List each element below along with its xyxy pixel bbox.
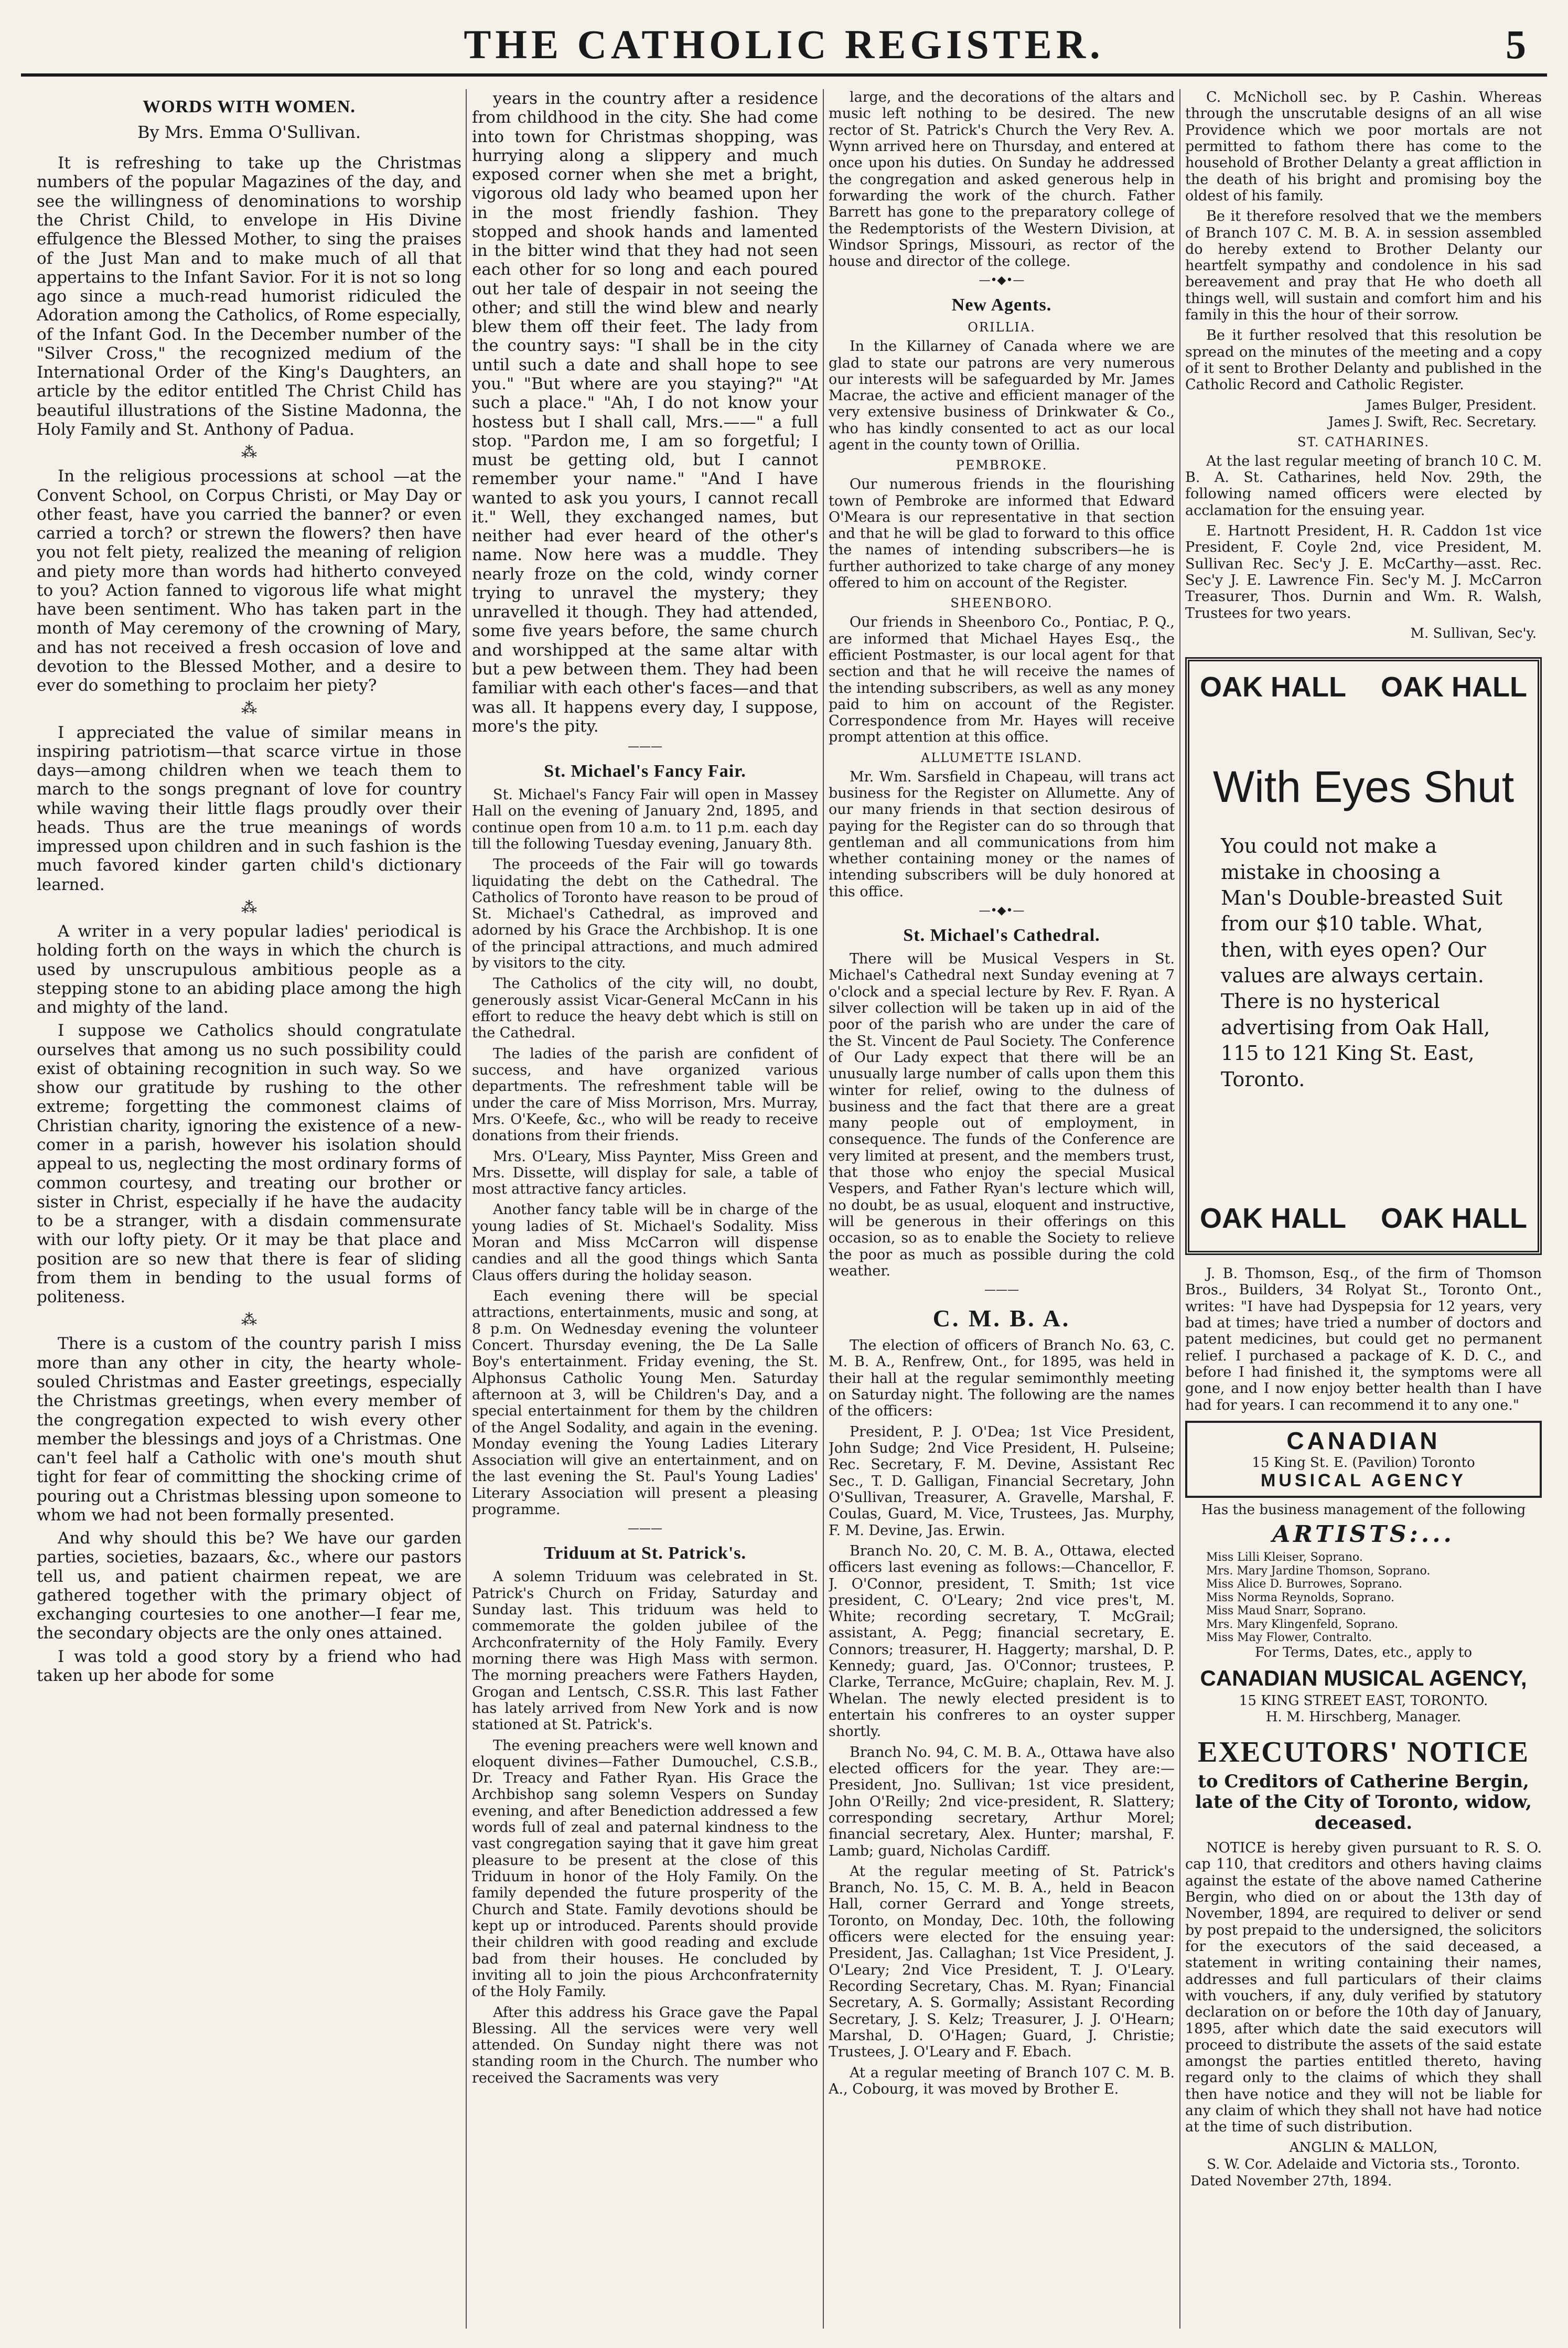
notice-title: EXECUTORS' NOTICE [1197,1735,1529,1768]
paragraph: In the Killarney of Canada where we are glad to state our patrons are very numerous our interests will be safeguarded by Mr. James Macrae, the active and efficient manager of the very extensive business of Drinkwater & Co., who has kindly consented to act as our local agent in the county town of Orillia. [829,338,1175,454]
paragraph: Each evening there will be special attractions, entertainments, music and song, at 8 p.m. On Wednesday evening the volunteer Concert. Thursday evening, the De La Salle Boy's entertainment. Friday evening, the St. Alphonsus Catholic Young Men. Saturday afternoon at 3, will be Children's Day, and a special entertainment for them by the children of the Angel Sodality, and again in the evening. Monday evening the Young Ladies Literary Association will give an entertainment, and on the last evening the St. Paul's Young Ladies' Literary Association will present a pleasing programme. [472,1288,818,1518]
paragraph: C. McNicholl sec. by P. Cashin. Whereas through the unscrutable designs of an all wise Providence which we poor mortals are not permitted to fathom there has come to the household of Brother Delanty a great affliction in the death of his bright and promising boy the oldest of his family. [1185,89,1542,204]
artists-heading: ARTISTS:... [1272,1520,1455,1548]
paragraph: years in the country after a residence from childhood in the city. She had come into town for Christmas shopping, was hurrying along a slippery and much exposed corner when she met a bright, vigorous old lady who beamed upon her in the most friendly fashion. They stopped and shook hands and lamented in the bitter wind that they had not seen each other for so long and each poured out her tale of despair in not seeing the other; and still the wind blew and nearly blew them off their feet. The lady from the country says: "I shall be in the city until such a date and shall hope to see you." "But where are you staying?" "At such a place." "Ah, I do not know your hostess but I shall call, Mrs.——" a full stop. "Pardon me, I am so forgetful; I must be getting old, but I cannot remember your name." "And I have wanted to ask you yours, I cannot recall it." Well, they exchanged names, but neither had ever heard of the other's name. Now here was a muddle. They nearly froze on the cold, windy corner trying to unravel the mystery; they unravelled it though. They had attended, some five years before, the same church and worshipped at the same altar with but a pew between them. They had been familiar with each other's faces—and that was all. It happens every day, I suppose, more's the pity. [472,89,818,736]
signature: M. Sullivan, Sec'y. [1410,625,1537,641]
paragraph: Our friends in Sheenboro Co., Pontiac, P. Q., are informed that Michael Hayes Esq., the efficient Postmaster, is our local agent for that section and that he will receive the names of the intending subscribers, as well as any money paid to him on account of the Register. Correspondence from Mr. Hayes will receive prompt attention at this office. [829,614,1175,746]
article-heading: St. Michael's Cathedral. [903,925,1100,945]
artist-entry: Miss Maud Snarr, Soprano. [1206,1604,1367,1618]
paragraph: A solemn Triduum was celebrated in St. Patrick's Church on Friday, Saturday and Sunday last. This triduum was held to commemorate the golden jubilee of the Archconfraternity of the Holy Family. Every morning there was High Mass with sermon. The morning preachers were Fathers Hayden, Grogan and Lentsch, C.SS.R. This last Father has lately arrived from New York and is now stationed at St. Patrick's. [472,1569,818,1733]
artist-entry: Miss Norma Reynolds, Soprano. [1206,1591,1394,1604]
masthead [21,16,1547,73]
column-divider [823,89,824,2329]
article-heading: St. Michael's Fancy Fair. [544,761,746,781]
ad-headline: With Eyes Shut [1212,762,1515,811]
byline: By Mrs. Emma O'Sullivan. [137,122,361,142]
column-divider [1179,89,1180,2329]
paragraph: At a regular meeting of Branch 107 C. M. B. A., Cobourg, it was moved by Brother E. [829,2064,1175,2097]
paragraph: Branch No. 94, C. M. B. A., Ottawa have also elected officers for the year. They are:—President, Jno. Sullivan; 1st vice president, John O'Reilly; 2nd vice-president, R. Slattery; corresponding secretary, Arthur Morel; financial secretary, Alex. Hunter; marshal, F. Lamb; guard, Nicholas Cardiff. [829,1744,1175,1859]
paragraph: There is a custom of the country parish I miss more than any other in city, the hearty whole-souled Christmas and Easter greetings, especially the Christmas greetings, when every member of the congregation expected to wish every other member the blessings and joys of a Christmas. One can't feel half a Catholic with one's mouth shut tight for fear of committing the shocking crime of pouring out a Christmas blessing upon someone to whom we had not been formally presented. [37,1334,461,1525]
column-1 [37,89,461,2329]
agency-intro: Has the business management of the following [1201,1502,1526,1518]
notice-subtitle: to Creditors of Catherine Bergin, late of the City of Toronto, widow, deceased. [1195,1771,1532,1834]
agency-address: 15 King St. E. (Pavilion) Toronto [1252,1455,1475,1471]
artist-entry: Miss May Flower, Contralto. [1206,1631,1372,1645]
signature: James J. Swift, Rec. Secretary. [1328,414,1537,430]
section-rule: ——— [628,1522,662,1536]
asterism: ⁂ [241,699,257,718]
paragraph: I suppose we Catholics should congratulate ourselves that among us no such possibility could exist of obtaining recognition in such way. So we show our gratitude by rushing to the other extreme; forgetting the commonest claims of Christian charity, ignoring the existence of a new-comer in a parish, however his isolation should appeal to us, neglecting the most ordinary forms of common courtesy, and treating our brother or sister in Christ, especially if he have the audacity to be a stranger, with a disdain commensurate with our lofty piety. Or it may be that place and position are so new that there is fear of sliding from them in bending to the usual forms of politeness. [37,1021,461,1307]
section-rule: ——— [628,740,662,754]
oak-hall-footer [1200,1202,1527,1235]
paragraph: The Catholics of the city will, no doubt, generously assist Vicar-General McCann in his effort to reduce the heavy debt which is still on the Cathedral. [472,975,818,1042]
paragraph: large, and the decorations of the altars and music left nothing to be desired. The new rector of St. Patrick's Church the Very Rev. A. Wynn arrived here on Thursday, and entered at once upon his duties. On Sunday he addressed the congregation and asked generous help in forwarding the work of the church. Father Barrett has gone to the preparatory college of the Redemptorists of the Western Division, at Windsor Springs, Missouri, as rector of the house and director of the college. [829,89,1175,270]
ad-body: You could not make a mistake in choosing a Man's Double-breasted Suit from our $10 table. What, then, with eyes open? Our values are always certain. There is no hysterical advertising from Oak Hall, 115 to 121 King St. East, Toronto. [1221,834,1502,1091]
paragraph: Be it further resolved that this resolution be spread on the minutes of the meeting and a copy of it sent to Brother Delanty and published in the Catholic Record and Catholic Register. [1185,327,1542,393]
notice-date: Dated November 27th, 1894. [1190,2173,1392,2189]
column-4 [1185,89,1542,2329]
terms-line: For Terms, Dates, etc., apply to [1254,1644,1473,1660]
paragraph: Our numerous friends in the flourishing town of Pembroke are informed that Edward O'Meara is our representative in that section and that he will be glad to forward to this office the names of intending subscribers—he is further authorized to take charge of any money offered to him on account of the Register. [829,476,1175,592]
page-number: 5 [1506,22,1526,67]
paragraph: The ladies of the parish are confident of success, and have organized various departments. The refreshment table will be under the care of Miss Morrison, Mrs. Murray, Mrs. O'Keefe, &c., who will be ready to receive donations from their friends. [472,1045,818,1144]
agency-street: 15 KING STREET EAST, TORONTO. [1239,1693,1488,1709]
artist-entry: Mrs. Mary Klingenfeld, Soprano. [1206,1617,1399,1631]
artist-entry: Mrs. Mary Jardine Thomson, Soprano. [1206,1564,1431,1578]
subheading: SHEENBORO. [950,596,1053,611]
subheading: ST. CATHARINES. [1297,434,1430,449]
paragraph: At the regular meeting of St. Patrick's Branch, No. 15, C. M. B. A., held in Beacon Hall, corner Gerrard and Yonge streets, Toronto, on Monday, Dec. 10th, the following officers were elected for the ensuing year: President, Jas. Callaghan; 1st Vice President, J. O'Leary; 2nd Vice President, T. J. O'Leary. Recording Secretary, Chas. M. Ryan; Financial Secretary, A. S. Gormally; Assistant Recording Secretary, J. S. Kelz; Treasurer, J. J. O'Hearn; Marshal, D. O'Hagen; Guard, J. Christie; Trustees, J. O'Leary and F. Ebach. [829,1863,1175,2061]
agency-brand: CANADIAN [1286,1427,1441,1454]
paragraph: President, P. J. O'Dea; 1st Vice President, John Sudge; 2nd Vice President, H. Pulseine; Rec. Secretary, F. M. Devine, Assistant Rec Sec., T. D. Galligan, Financial Secretary, John O'Sullivan, Treasurer, A. Gravelle, Marshal, F. Coulas, Guard, M. Vice, Trustees, Jas. Murphy, F. M. Devine, Jas. Erwin. [829,1423,1175,1539]
article-heading: C. M. B. A. [932,1304,1071,1332]
oak-hall-label: OAK HALL [1200,671,1346,703]
paragraph: And why should this be? We have our garden parties, societies, bazaars, &c., where our pastors tell us, and patient chairmen repeat, we are gathered together with the primary object of exchanging courtesies to one another—I fear me, the secondary objects are the only ones attained. [37,1529,461,1643]
artist-entry: Miss Lilli Kleiser, Soprano. [1206,1551,1363,1564]
paragraph: There will be Musical Vespers in St. Michael's Cathedral next Sunday evening at 7 o'clock and a special lecture by Rev. F. Ryan. A silver collection will be taken up in aid of the poor of the parish who are under the care of the St. Vincent de Paul Society. The Conference of Our Lady expect that there will be an unusually large number of calls upon them this winter for relief, owing to the dulness of business and the fact that there are a great many people out of employment, in consequence. The funds of the Conference are very limited at present, and the members trust, that those who enjoy the special Musical Vespers, and Father Ryan's lecture which will, no doubt, be as usual, eloquent and instructive, will be generous in their offerings on this occasion, so as to enable the Society to relieve the poor as much as possible during the cold weather. [829,951,1175,1279]
paragraph: E. Hartnott President, H. R. Caddon 1st vice President, F. Coyle 2nd, vice President, M. Sullivan Rec. Sec'y J. E. McCarthy—asst. Rec. Sec'y J. E. Lawrence Fin. Sec'y M. J. McCarron Treasurer, Thos. Durnin and Wm. R. Walsh, Trustees for two years. [1185,523,1542,621]
column-3 [829,89,1175,2329]
asterism: ⁂ [241,1311,257,1330]
section-rule: —•◆•— [979,274,1025,287]
paragraph: I was told a good story by a friend who had taken up her abode for some [37,1647,461,1685]
paragraph: Branch No. 20, C. M. B. A., Ottawa, elected officers last evening as follows:—Chancellor, F. J. O'Connor, president, T. Smith; 1st vice president, C. O'Leary; 2nd vice pres't, M. White; recording secretary, T. McGrail; assistant, A. Pegg; financial secretary, E. Connors; treasurer, H. Haggerty; marshal, D. P. Kennedy; guard, Jas. O'Connor; trustees, P. Clarke, Terrance, McGuire; chaplain, Rev. M. J. Whelan. The newly elected president is to entertain his confreres to an oyster supper shortly. [829,1542,1175,1740]
paragraph: At the last regular meeting of branch 10 C. M. B. A. St. Catharines, held Nov. 29th, the following named officers were elected by acclamation for the ensuing year. [1185,453,1542,519]
asterism: ⁂ [241,443,257,462]
section-rule: ——— [984,1283,1019,1297]
notice-signature: ANGLIN & MALLON, [1289,2139,1438,2156]
oak-hall-advertisement [1185,657,1542,1255]
paragraph: A writer in a very popular ladies' periodical is holding forth on the ways in which the church is used by unscrupulous ambitious people as a stepping stone to an abiding place among the high and mighty of the land. [37,922,461,1017]
agency-name: CANADIAN MUSICAL AGENCY, [1200,1665,1527,1690]
signature: James Bulger, President. [1366,397,1537,413]
oak-hall-header [1200,671,1527,704]
agency-manager: H. M. Hirschberg, Manager. [1265,1709,1462,1725]
paragraph: It is refreshing to take up the Christmas numbers of the popular Magazines of the day, and see the willingness of denominations to worship the Christ Child, to envelope in His Divine effulgence the Blessed Mother, to sing the praises of the Just Man and to make much of all that appertains to the Infant Savior. For it is not so long ago since a much-read humorist ridiculed the Adoration among the Catholics, of Rome especially, of the Infant God. In the December number of the "Silver Cross," the recognized medium of the International Order of the King's Daughters, an article by the editor entitled The Christ Child has beautiful illustrations of the Sistine Madonna, the Holy Family and St. Anthony of Padua. [37,154,461,439]
article-heading: Triduum at St. Patrick's. [543,1543,747,1563]
artist-entry: Miss Alice D. Burrowes, Soprano. [1206,1578,1403,1591]
notice-body: NOTICE is hereby given pursuant to R. S. O. cap 110, that creditors and others having claims against the estate of the above named Catherine Bergin, who died on or about the 13th day of November, 1894, are required to deliver or send by post prepaid to the undersigned, the solicitors for the executors of the said deceased, a statement in writing containing their names, addresses and full particulars of their claims with vouchers, if any, duly verified by statutory declaration on or before the 10th day of January, 1895, after which date the said executors will proceed to distribute the assets of the said estate amongst the parties entitled thereto, having regard only to the claims of which they shall then have notice and they will not be liable for any claim of which they shall not have had notice at the time of such distribution. [1185,1840,1542,2136]
paragraph: The election of officers of Branch No. 63, C. M. B. A., Renfrew, Ont., for 1895, was held in their hall at the regular semimonthly meeting on Saturday night. The following are the names of the officers: [829,1337,1175,1420]
paragraph: I appreciated the value of similar means in inspiring patriotism—that scarce virtue in those days—among children when we teach them to march to the songs pregnant of love for country while waving their little flags proudly over their heads. Thus are the true meanings of words impressed upon children and in such fashion is the much favored kinder garten child's dictionary learned. [37,723,461,894]
oak-hall-label: OAK HALL [1200,1203,1346,1235]
subheading: ALLUMETTE ISLAND. [920,750,1083,765]
article-heading: WORDS WITH WOMEN. [143,97,356,116]
newspaper-title: THE CATHOLIC REGISTER. [464,22,1104,67]
subheading: PEMBROKE. [955,458,1048,473]
masthead-rule [21,73,1547,77]
agency-brand-sub: MUSICAL AGENCY [1261,1471,1466,1491]
paragraph: After this address his Grace gave the Papal Blessing. All the services were very well attended. On Sunday night there was not standing room in the Church. The number who received the Sacraments was very [472,2004,818,2086]
subheading: ORILLIA. [968,320,1036,335]
paragraph: Another fancy table will be in charge of the young ladies of St. Michael's Sodality. Miss Moran and Miss McCarron will dispense candies and all the good things which Santa Claus offers during the holiday season. [472,1202,818,1284]
paragraph: In the religious processions at school —at the Convent School, on Corpus Christi, or May Day or other feast, have you carried the banner? or even carried a torch? or strewn the flowers? then have you not felt piety, realized the meaning of religion and piety more than words had hitherto conveyed to you? Action fanned to vigorous life what might have been sentiment. Who has taken part in the month of May ceremony of the crowning of Mary, and has not received a fresh occasion of love and devotion to the Blessed Mother, and a desire to ever do something to proclaim her piety? [37,467,461,695]
article-heading: New Agents. [951,295,1052,315]
paragraph: The proceeds of the Fair will go towards liquidating the debt on the Cathedral. The Catholics of Toronto have reason to be proud of St. Michael's Cathedral, as improved and adorned by his Grace the Archbishop. It is one of the principal attractions, and much admired by visitors to the city. [472,856,818,972]
paragraph: St. Michael's Fancy Fair will open in Massey Hall on the evening of January 2nd, 1895, and continue open from 10 a.m. to 11 p.m. each day till the following Tuesday evening, January 8th. [472,786,818,852]
paragraph: Be it therefore resolved that we the members of Branch 107 C. M. B. A. in session assembled do hereby extend to Brother Delanty our heartfelt sympathy and condolence in his sad bereavement and pray that He who doeth all things well, will sustain and comfort him and his family in this the hour of their sorrow. [1185,208,1542,324]
asterism: ⁂ [241,898,257,917]
section-rule: —•◆•— [979,904,1025,918]
oak-hall-label: OAK HALL [1381,1203,1527,1235]
column-divider [466,89,467,2329]
oak-hall-label: OAK HALL [1381,671,1527,703]
paragraph: Mrs. O'Leary, Miss Paynter, Miss Green and Mrs. Dissette, will display for sale, a table of most attractive fancy articles. [472,1148,818,1198]
musical-agency-advertisement [1185,1421,1542,1498]
notice-address: S. W. Cor. Adelaide and Victoria sts., Toronto. [1207,2156,1520,2172]
testimonial: J. B. Thomson, Esq., of the firm of Thomson Bros., Builders, 34 Rolyat St., Toronto Ont., writes: "I have had Dyspepsia for 12 years, very bad at times; have tried a number of doctors and patent medicines, but could get no permanent relief. I purchased a package of K. D. C., and before I had finished it, the symptoms were all gone, and I now enjoy better health than I have had for years. I can recommend it to any one." [1185,1266,1542,1413]
column-2 [472,89,818,2329]
paragraph: Mr. Wm. Sarsfield in Chapeau, will trans act business for the Register on Allumette. Any of our many friends in that section desirous of paying for the Register can do so through that gentleman and all communications from him whether containing money or the names of intending subscribers will be duly honored at this office. [829,768,1175,900]
paragraph: The evening preachers were well known and eloquent divines—Father Dumouchel, C.S.B., Dr. Treacy and Father Ryan. His Grace the Archbishop sang solemn Vespers on Sunday evening, and after Benediction addressed a few words full of zeal and paternal kindness to the vast congregation saying that it gave him great pleasure to be present at the close of this Triduum in honor of the Holy Family. On the family depended the future prosperity of the Church and State. Family devotions should be kept up or introduced. Parents should provide their children with good reading and exclude bad from their houses. He concluded by inviting all to join the pious Archconfraternity of the Holy Family. [472,1737,818,2000]
